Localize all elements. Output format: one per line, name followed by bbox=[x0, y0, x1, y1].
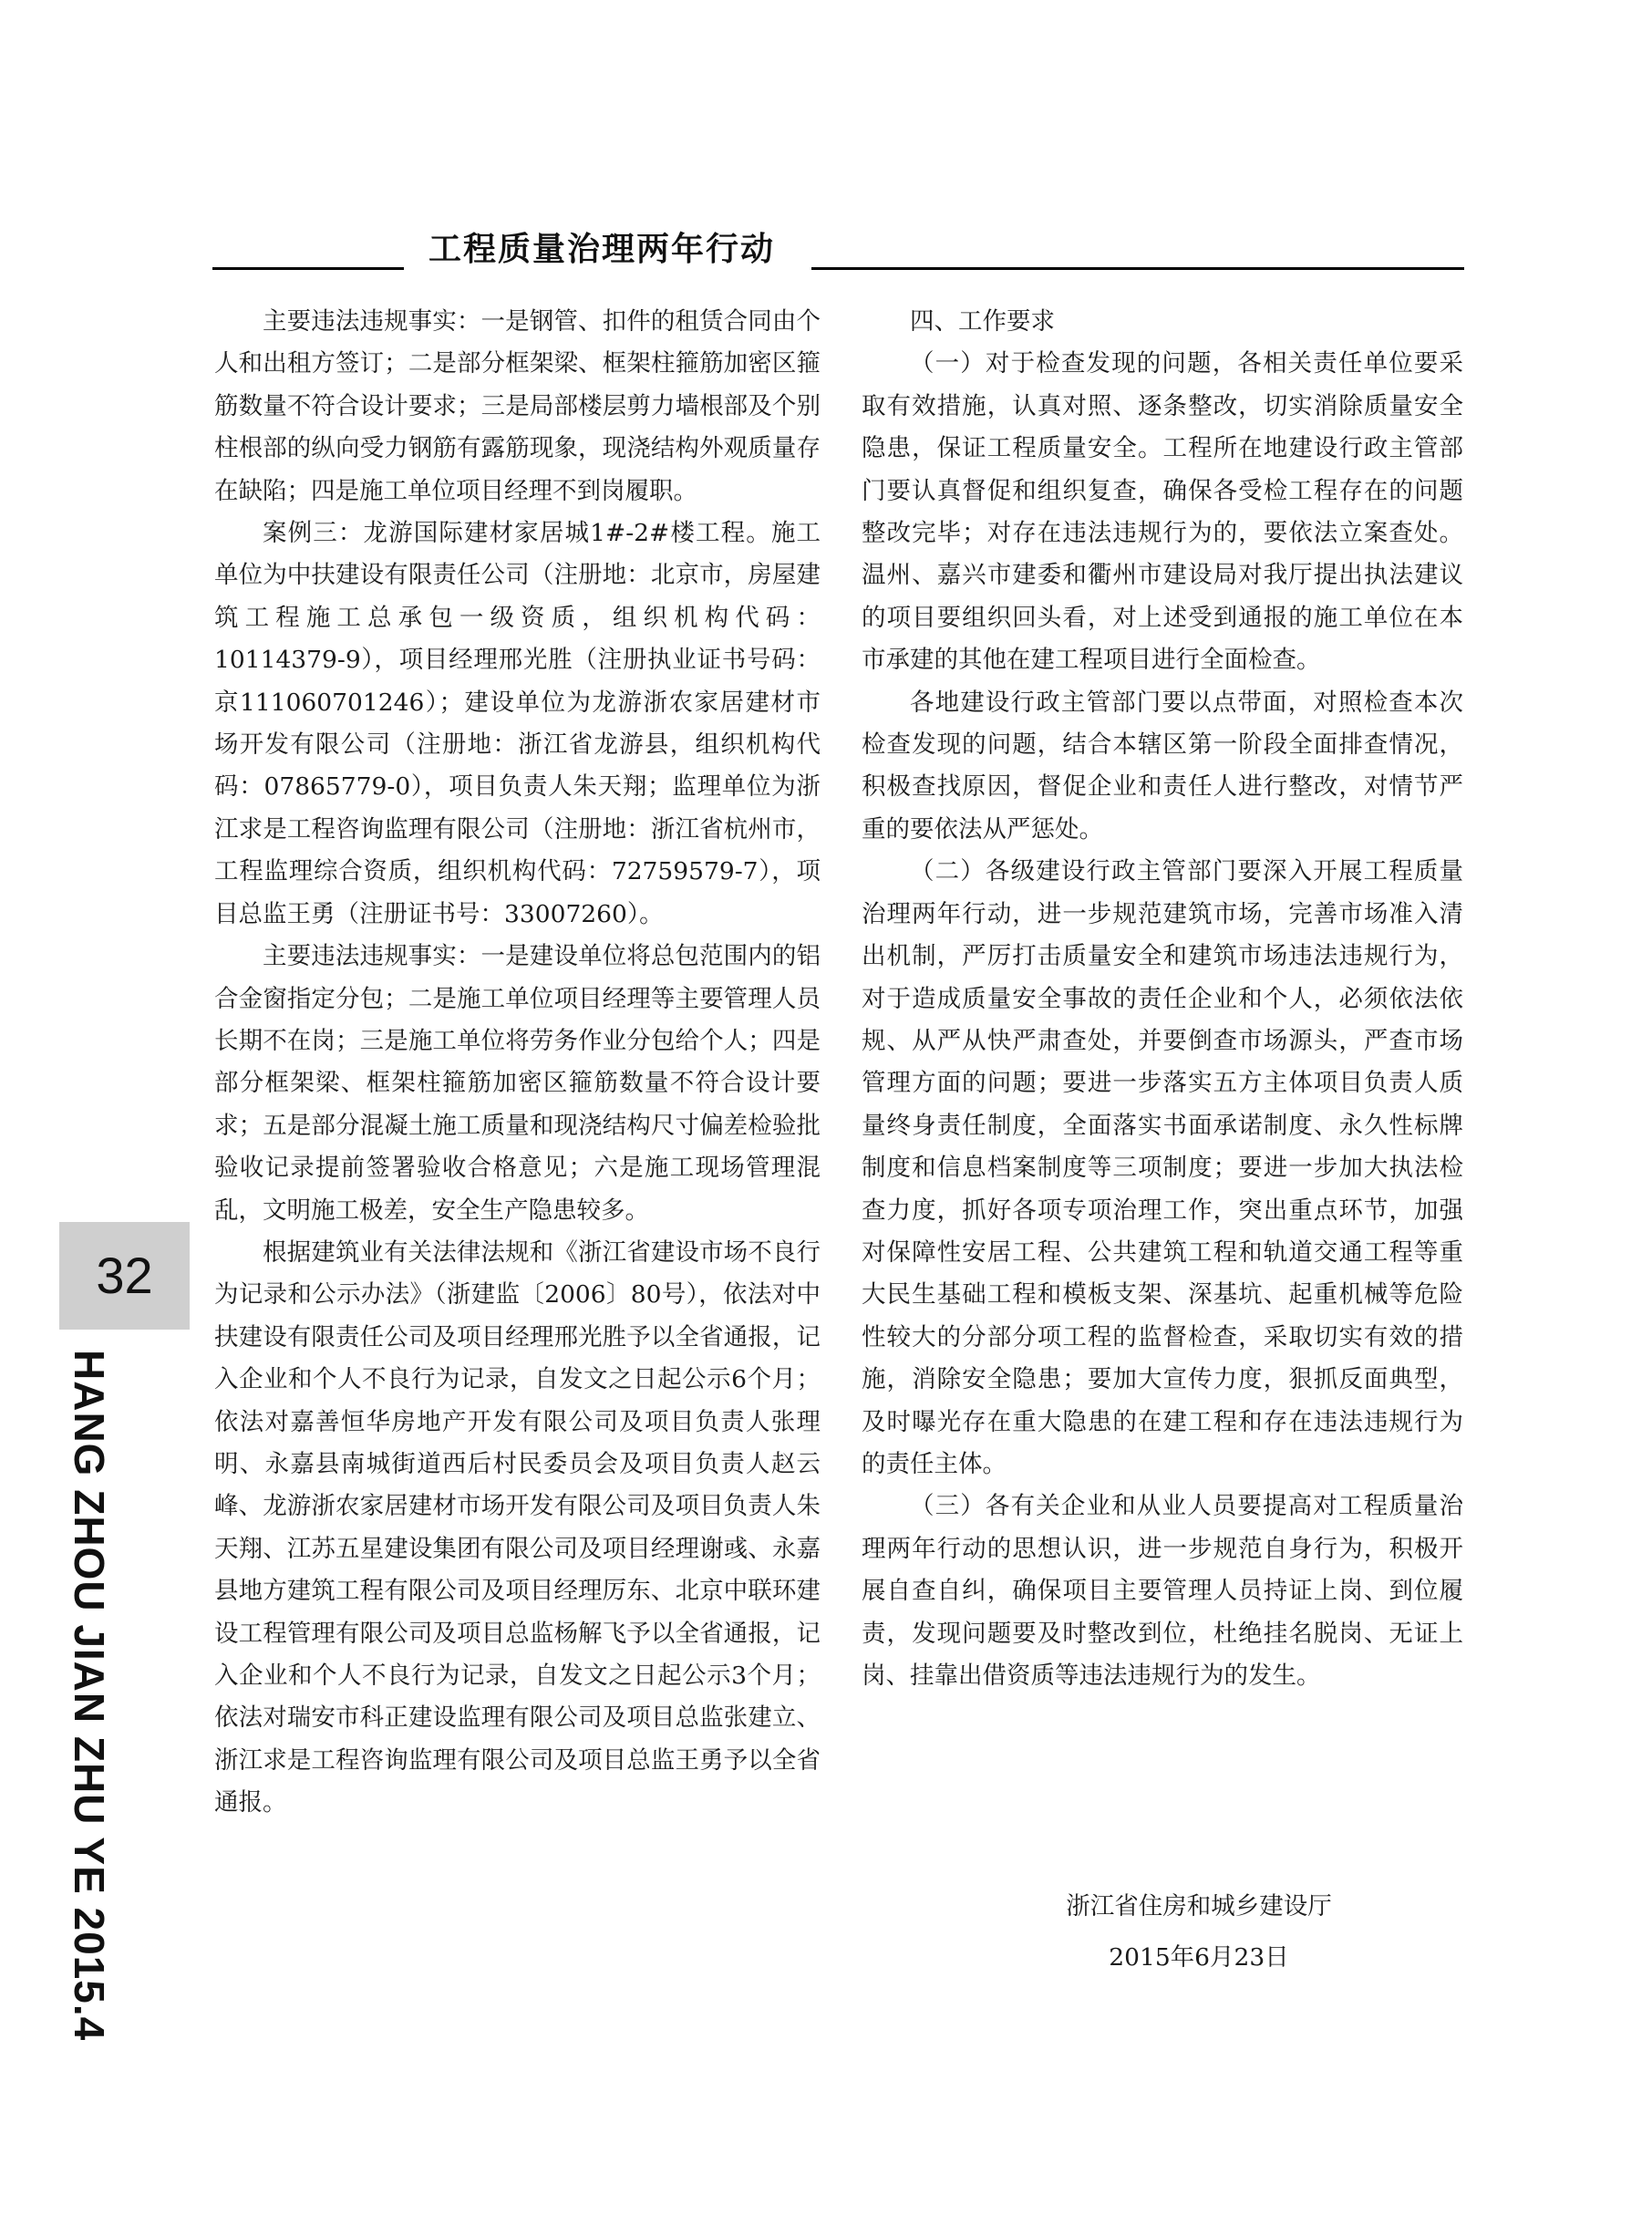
header-rule-right bbox=[811, 267, 1464, 270]
paragraph: （一）对于检查发现的问题，各相关责任单位要采取有效措施，认真对照、逐条整改，切实消除质量安全隐患，保证工程质量安全。工程所在地建设行政主管部门要认真督促和组织复查，确保各受检工程存在的问题整改完毕；对存在违法违规行为的，要依法立案查处。温州、嘉兴市建委和衢州市建设局对我厅提出执法建议的项目要组织回头看，对上述受到通报的施工单位在本市承建的其他在建工程项目进行全面检查。 bbox=[862, 349, 1463, 675]
right-column bbox=[862, 301, 1463, 1697]
paragraph: （二）各级建设行政主管部门要深入开展工程质量治理两年行动，进一步规范建筑市场，完善市场准入清出机制，严厉打击质量安全和建筑市场违法违规行为，对于造成质量安全事故的责任企业和个人，必须依法依规、从严从快严肃查处，并要倒查市场源头，严查市场管理方面的问题；要进一步落实五方主体项目负责人质量终身责任制度，全面落实书面承诺制度、永久性标牌制度和信息档案制度等三项制度；要进一步加大执法检查力度，抓好各项专项治理工作，突出重点环节，加强对保障性安居工程、公共建筑工程和轨道交通工程等重大民生基础工程和模板支架、深基坑、起重机械等危险性较大的分部分项工程的监督检查，采取切实有效的措施，消除安全隐患；要加大宣传力度，狠抓反面典型，及时曝光存在重大隐患的在建工程和存在违法违规行为的责任主体。 bbox=[862, 857, 1463, 1478]
paragraph: 根据建筑业有关法律法规和《浙江省建设市场不良行为记录和公示办法》（浙建监〔2006〕80号），依法对中扶建设有限责任公司及项目经理邢光胜予以全省通报，记入企业和个人不良行为记录，自发文之日起公示6个月；依法对嘉善恒华房地产开发有限公司及项目负责人张理明、永嘉县南城街道西后村民委员会及项目负责人赵云峰、龙游浙农家居建材市场开发有限公司及项目负责人朱天翔、江苏五星建设集团有限公司及项目经理谢彧、永嘉县地方建筑工程有限公司及项目经理厉东、北京中联环建设工程管理有限公司及项目总监杨解飞予以全省通报，记入企业和个人不良行为记录，自发文之日起公示3个月；依法对瑞安市科正建设监理有限公司及项目总监张建立、浙江求是工程咨询监理有限公司及项目总监王勇予以全省通报。 bbox=[214, 1237, 821, 1817]
left-column bbox=[214, 301, 821, 1825]
header-rule-left bbox=[212, 267, 404, 270]
section-heading: 四、工作要求 bbox=[910, 307, 1055, 336]
paragraph: 主要违法违规事实：一是钢管、扣件的租赁合同由个人和出租方签订；二是部分框架梁、框架柱箍筋加密区箍筋数量不符合设计要求；三是局部楼层剪力墙根部及个别柱根部的纵向受力钢筋有露筋现象，现浇结构外观质量存在缺陷；四是施工单位项目经理不到岗履职。 bbox=[214, 307, 821, 505]
page-number: 32 bbox=[59, 1222, 190, 1330]
journal-name-vertical: HANG ZHOU JIAN ZHU YE 2015.4 bbox=[66, 1350, 113, 2042]
signature-date: 2015年6月23日 bbox=[1109, 1943, 1289, 1972]
paragraph: 案例三：龙游国际建材家居城1#-2#楼工程。施工单位为中扶建设有限责任公司（注册地：北京市，房屋建筑工程施工总承包一级资质，组织机构代码：10114379-9），项目经理邢光胜（注册执业证书号码：京111060701246）；建设单位为龙游浙农家居建材市场开发有限公司（注册地：浙江省龙游县，组织机构代码：07865779-0），项目负责人朱天翔；监理单位为浙江求是工程咨询监理有限公司（注册地：浙江省杭州市，工程监理综合资质，组织机构代码：72759579-7），项目总监王勇（注册证书号：33007260）。 bbox=[214, 519, 821, 928]
paragraph: 各地建设行政主管部门要以点带面，对照检查本次检查发现的问题，结合本辖区第一阶段全面排查情况，积极查找原因，督促企业和责任人进行整改，对情节严重的要依法从严惩处。 bbox=[862, 688, 1463, 844]
signature-organization: 浙江省住房和城乡建设厅 bbox=[1066, 1892, 1332, 1921]
section-title: 工程质量治理两年行动 bbox=[428, 231, 776, 268]
paragraph: （三）各有关企业和从业人员要提高对工程质量治理两年行动的思想认识，进一步规范自身行为，积极开展自查自纠，确保项目主要管理人员持证上岗、到位履责，发现问题要及时整改到位，杜绝挂名脱岗、无证上岗、挂靠出借资质等违法违规行为的发生。 bbox=[862, 1492, 1463, 1690]
paragraph: 主要违法违规事实：一是建设单位将总包范围内的铝合金窗指定分包；二是施工单位项目经理等主要管理人员长期不在岗；三是施工单位将劳务作业分包给个人；四是部分框架梁、框架柱箍筋加密区箍筋数量不符合设计要求；五是部分混凝土施工质量和现浇结构尺寸偏差检验批验收记录提前签署验收合格意见；六是施工现场管理混乱，文明施工极差，安全生产隐患较多。 bbox=[214, 942, 821, 1225]
